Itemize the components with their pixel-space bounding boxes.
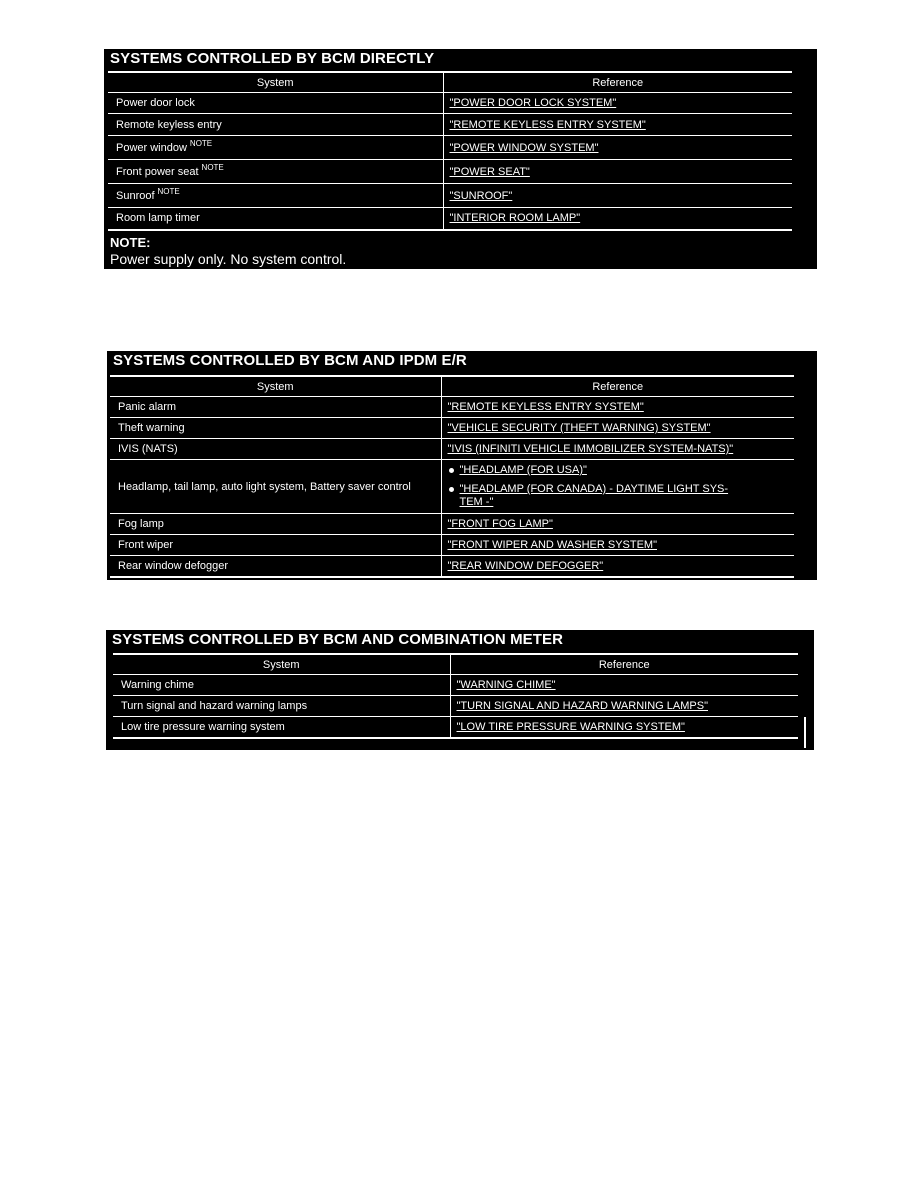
note-marker: NOTE xyxy=(157,186,180,196)
note-text: Power supply only. No system control. xyxy=(110,251,347,267)
table-row xyxy=(113,675,798,696)
bcm-combination-meter-panel xyxy=(106,630,814,750)
reference-cell xyxy=(443,160,792,184)
systems-table xyxy=(113,653,798,739)
reference-bullet-item xyxy=(448,464,795,477)
column-header-system: System xyxy=(110,376,441,397)
reference-cell xyxy=(443,208,792,230)
system-cell: Theft warning xyxy=(110,418,441,439)
column-header-reference: Reference xyxy=(592,76,644,89)
scrollbar-marker xyxy=(804,717,806,748)
table-row xyxy=(108,114,792,136)
system-cell: Headlamp, tail lamp, auto light system, Battery saver control xyxy=(110,460,441,514)
table-row xyxy=(108,136,792,160)
system-cell: Remote keyless entry xyxy=(108,114,443,136)
reference-cell xyxy=(450,717,798,738)
system-cell: Front wiper xyxy=(110,535,441,556)
system-cell: IVIS (NATS) xyxy=(110,439,441,460)
reference-link[interactable]: "LOW TIRE PRESSURE WARNING SYSTEM" xyxy=(456,720,685,733)
table-row xyxy=(110,418,794,439)
table-row xyxy=(108,160,792,184)
system-cell: Panic alarm xyxy=(110,397,441,418)
reference-cell xyxy=(450,675,798,696)
system-cell: Front power seat $^{NOTE}$ xyxy=(108,160,443,184)
reference-link[interactable]: "REAR WINDOW DEFOGGER" xyxy=(447,559,604,572)
reference-cell xyxy=(441,439,794,460)
system-cell: Warning chime xyxy=(113,675,450,696)
table-row xyxy=(110,535,794,556)
bcm-ipdm-panel xyxy=(107,351,817,580)
reference-cell xyxy=(441,397,794,418)
reference-link[interactable]: "POWER SEAT" xyxy=(449,165,530,178)
reference-cell xyxy=(441,418,794,439)
reference-cell xyxy=(441,514,794,535)
table-row xyxy=(108,184,792,208)
table-header-row xyxy=(108,72,792,93)
systems-table xyxy=(110,375,794,578)
note-marker: NOTE xyxy=(201,162,224,172)
table-header-row xyxy=(113,654,798,675)
column-header-reference: Reference xyxy=(592,380,644,393)
system-cell: Low tire pressure warning system xyxy=(113,717,450,738)
reference-link[interactable]: "INTERIOR ROOM LAMP" xyxy=(449,212,581,225)
reference-cell xyxy=(443,114,792,136)
table-row xyxy=(110,397,794,418)
reference-cell xyxy=(441,556,794,577)
table-row xyxy=(108,93,792,114)
reference-link[interactable]: "IVIS (INFINITI VEHICLE IMMOBILIZER SYSTEM-NATS)" xyxy=(447,443,734,455)
table-row xyxy=(108,208,792,230)
reference-cell xyxy=(450,696,798,717)
table-row xyxy=(110,556,794,577)
reference-link[interactable]: "REMOTE KEYLESS ENTRY SYSTEM" xyxy=(447,401,644,413)
system-cell: Room lamp timer xyxy=(108,208,443,230)
panel-title: SYSTEMS CONTROLLED BY BCM AND IPDM E/R xyxy=(113,352,467,369)
system-cell: Sunroof $^{NOTE}$ xyxy=(108,184,443,208)
reference-bullet-item xyxy=(448,483,795,509)
reference-cell xyxy=(443,184,792,208)
reference-cell xyxy=(441,535,794,556)
column-header-reference: Reference xyxy=(598,658,650,671)
table-header-row xyxy=(110,376,794,397)
note-heading: NOTE: xyxy=(110,235,151,250)
reference-cell xyxy=(443,136,792,160)
note-marker: NOTE xyxy=(189,138,213,148)
reference-link-continued[interactable]: TEM -" xyxy=(459,496,494,508)
system-cell: Rear window defogger xyxy=(110,556,441,577)
system-cell: Turn signal and hazard warning lamps xyxy=(113,696,450,717)
table-row xyxy=(110,514,794,535)
reference-link[interactable]: "REMOTE KEYLESS ENTRY SYSTEM" xyxy=(449,118,646,131)
system-cell: Power window $^{NOTE}$ xyxy=(108,136,443,160)
column-header-system: System xyxy=(113,654,450,675)
reference-link[interactable]: "VEHICLE SECURITY (THEFT WARNING) SYSTEM" xyxy=(447,422,711,434)
systems-table xyxy=(108,71,792,231)
panel-title: SYSTEMS CONTROLLED BY BCM DIRECTLY xyxy=(110,50,435,67)
reference-cell xyxy=(443,93,792,114)
reference-link[interactable]: "WARNING CHIME" xyxy=(456,679,556,691)
reference-link[interactable]: "POWER WINDOW SYSTEM" xyxy=(449,141,599,154)
reference-link[interactable]: "HEADLAMP (FOR CANADA) - DAYTIME LIGHT SYS- xyxy=(459,483,729,495)
system-cell: Power door lock xyxy=(108,93,443,114)
reference-cell xyxy=(441,460,794,514)
panel-title: SYSTEMS CONTROLLED BY BCM AND COMBINATION METER xyxy=(112,631,564,648)
reference-link[interactable]: "SUNROOF" xyxy=(449,189,513,202)
column-header-system: System xyxy=(108,72,443,93)
bcm-direct-panel xyxy=(104,49,817,269)
table-row xyxy=(110,439,794,460)
reference-link[interactable]: "TURN SIGNAL AND HAZARD WARNING LAMPS" xyxy=(456,700,708,712)
system-cell: Fog lamp xyxy=(110,514,441,535)
reference-link[interactable]: "FRONT WIPER AND WASHER SYSTEM" xyxy=(447,539,657,551)
table-row xyxy=(110,460,794,514)
table-row xyxy=(113,696,798,717)
reference-link[interactable]: "FRONT FOG LAMP" xyxy=(447,518,553,530)
reference-link[interactable]: "HEADLAMP (FOR USA)" xyxy=(459,464,587,476)
table-row xyxy=(113,717,798,738)
reference-link[interactable]: "POWER DOOR LOCK SYSTEM" xyxy=(449,97,617,109)
